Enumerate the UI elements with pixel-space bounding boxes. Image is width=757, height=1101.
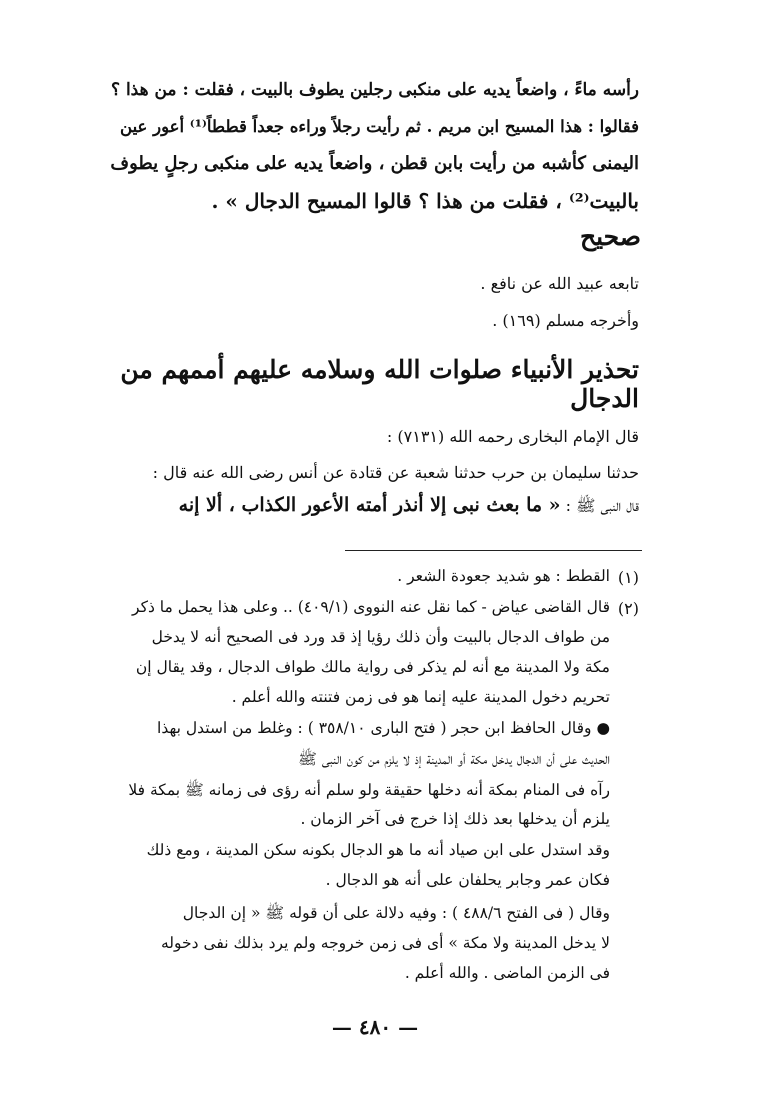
page-number: — ٤٨٠ — bbox=[331, 1015, 419, 1039]
footnote-number-2: (٢) bbox=[617, 599, 639, 618]
isnad-line-1: قال الإمام البخارى رحمه الله (٧١٣١) : bbox=[386, 427, 639, 446]
footnote-2-line-13: فى الزمن الماضى . والله أعلم . bbox=[404, 964, 610, 982]
footnote-2-line-5: ● وقال الحافظ ابن حجر ( فتح البارى ٣٥٨/١٠ ) : وغلط من استدل بهذا bbox=[157, 719, 610, 737]
footnote-2-line-11: وقال ( فى الفتح ٤٨٨/٦ ) : وفيه دلالة على أن قوله ﷺ « إن الدجال bbox=[182, 904, 610, 922]
footnote-2-line-6: الحديث على أن الدجال يدخل مكة أو المدينة إذ لا يلزم من كون النبى ﷺ bbox=[298, 750, 610, 768]
hadith-grade: صحيح bbox=[579, 222, 641, 251]
hadith-line-4: بالبيت⁽²⁾ ، فقلت من هذا ؟ قالوا المسيح الدجال » . bbox=[211, 189, 639, 213]
footnote-2-line-3: مكة ولا المدينة مع أنه لم يذكر فى رواية مالك طواف الدجال ، وقد يقال إن bbox=[135, 658, 610, 676]
footnote-number-1: (١) bbox=[617, 568, 639, 587]
isnad-prefix: قال النبى ﷺ : bbox=[565, 496, 639, 515]
footnote-2-line-2: من طواف الدجال بالبيت وأن ذلك رؤيا إذ قد ورد فى الصحيح أنه لا يدخل bbox=[151, 628, 610, 646]
footnote-2-line-10: فكان عمر وجابر يحلفان على أنه هو الدجال . bbox=[325, 871, 610, 889]
isnad-line-3 bbox=[109, 494, 639, 519]
note-line-2: وأخرجه مسلم (١٦٩) . bbox=[492, 311, 639, 330]
section-heading: تحذير الأنبياء صلوات الله وسلامه عليهم أممهم من الدجال bbox=[120, 355, 639, 413]
hadith-line-3: اليمنى كأشبه من رأيت بابن قطن ، واضعاً يديه على منكبى رجلٍ يطوف bbox=[110, 153, 639, 174]
isnad-line-2: حدثنا سليمان بن حرب حدثنا شعبة عن قتادة عن أنس رضى الله عنه قال : bbox=[152, 463, 639, 482]
footnote-2-line-12: لا يدخل المدينة ولا مكة » أى فى زمن خروجه ولم يرد بذلك نفى دخوله bbox=[161, 934, 610, 952]
hadith-line-1: رأسه ماءً ، واضعاً يديه على منكبى رجلين يطوف بالبيت ، فقلت : من هذا ؟ bbox=[111, 80, 639, 100]
footnote-2-line-8: يلزم أن يدخلها بعد ذلك إذا خرج فى آخر الزمان . bbox=[300, 810, 610, 828]
note-line-1: تابعه عبيد الله عن نافع . bbox=[480, 274, 639, 293]
footnote-2-line-7: رآه فى المنام بمكة أنه دخلها حقيقة ولو سلم أنه رؤى فى زمانه ﷺ بمكة فلا bbox=[128, 781, 610, 799]
hadith-line-2: فقالوا : هذا المسيح ابن مريم . ثم رأيت رجلاً وراءه جعداً قططاً⁽¹⁾ أعور عين bbox=[120, 117, 639, 136]
footnote-2-line-4: تحريم دخول المدينة عليه إنما هو فى زمن فتنته والله أعلم . bbox=[231, 688, 610, 706]
footnote-separator bbox=[345, 550, 642, 551]
footnote-2-line-1: قال القاضى عياض - كما نقل عنه النووى (٤٠٩/١) .. وعلى هذا يحمل ما ذكر bbox=[132, 598, 610, 616]
footnote-1-line-1: القطط : هو شديد جعودة الشعر . bbox=[397, 567, 610, 585]
footnote-2-line-9: وقد استدل على ابن صياد أنه ما هو الدجال بكونه سكن المدينة ، ومع ذلك bbox=[146, 841, 610, 859]
hadith-text-bold: « ما بعث نبى إلا أنذر أمته الأعور الكذاب ، ألا إنه bbox=[178, 494, 561, 516]
